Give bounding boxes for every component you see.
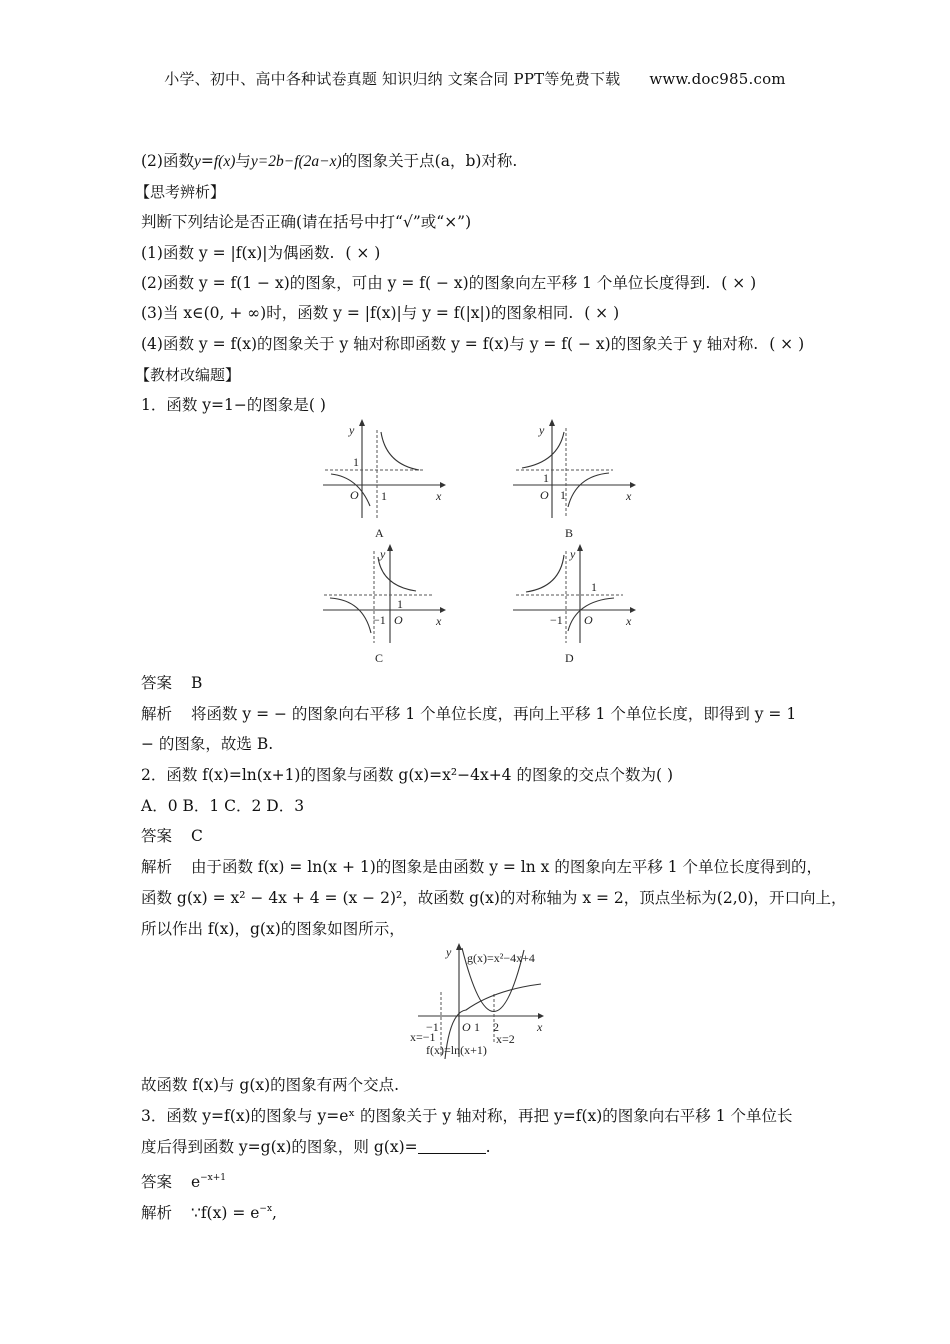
- intro-math-expr: y=2b−f(2a−x): [250, 153, 342, 170]
- answer-blank[interactable]: [418, 1139, 486, 1154]
- graph-f-g: [404, 942, 564, 1062]
- answer-label: 答案: [141, 1173, 173, 1191]
- figure-option-b: [508, 418, 638, 547]
- y-arrow-icon: [549, 419, 555, 426]
- intro-suffix: 的图象关于点(a，b)对称.: [341, 152, 518, 170]
- tick-x: 1: [381, 489, 387, 503]
- q1-analysis-line-1: [141, 704, 796, 724]
- tick-1: 1: [474, 1020, 480, 1034]
- x-arrow-icon: [440, 607, 446, 613]
- curve-branch-left: [526, 555, 564, 592]
- option-label: C: [375, 651, 384, 665]
- tick-2: 2: [493, 1020, 499, 1034]
- intro-mid: 与: [235, 152, 251, 170]
- intro-math-fx: f(x): [213, 153, 236, 170]
- q2-analysis-line-1: [141, 857, 822, 877]
- axis-label-x: x: [537, 1020, 543, 1034]
- page-header: [0, 68, 950, 89]
- intro-eq: =: [200, 152, 214, 170]
- tick-y: 1: [591, 580, 597, 594]
- axis-label-y: y: [349, 423, 355, 437]
- curve-branch-left: [330, 598, 371, 633]
- q3-analysis-line-1: [141, 1199, 277, 1223]
- answer-base: e: [190, 1173, 201, 1191]
- analysis-label: 解析: [141, 1204, 173, 1222]
- answer-value: B: [190, 674, 203, 692]
- analysis-label: 解析: [141, 705, 173, 723]
- axis-label-y: y: [570, 547, 576, 561]
- x-arrow-icon: [440, 482, 446, 488]
- thinking-item-answer: ( × ): [721, 274, 757, 292]
- figure-option-c: [318, 543, 448, 672]
- origin-label: O: [462, 1020, 471, 1034]
- analysis-label: 解析: [141, 858, 173, 876]
- thinking-item-text: (3)当 x∈(0, + ∞)时，函数 y = |f(x)|与 y = f(|x|)的图象相同.: [141, 304, 574, 322]
- answer-value: C: [190, 827, 203, 845]
- graph-c: [318, 543, 448, 668]
- answer-exponent: −x+1: [200, 1173, 227, 1183]
- curve-branch-right: [378, 557, 416, 591]
- tick-y: 1: [543, 471, 549, 485]
- answer-label: 答案: [141, 827, 173, 845]
- figure-option-d: [508, 543, 638, 672]
- q1-stem: 1．函数 y=1−的图象是( ): [141, 396, 326, 414]
- thinking-item-4: [141, 334, 804, 354]
- tick-minus-1: −1: [426, 1020, 439, 1034]
- thinking-item-text: (2)函数 y = f(1 − x)的图象，可由 y = f( − x)的图象向左平移 1 个单位长度得到.: [141, 274, 711, 292]
- section-title-thinking: 【思考辨析】: [135, 183, 226, 201]
- thinking-item-answer: ( × ): [584, 304, 620, 322]
- intro-math-y: y: [193, 153, 201, 170]
- graph-a: [318, 418, 448, 543]
- q3-stem-line-1: 3．函数 y=f(x)的图象与 y=eˣ 的图象关于 y 轴对称，再把 y=f(x)的图象向右平移 1 个单位长: [141, 1107, 793, 1125]
- thinking-instruction: 判断下列结论是否正确(请在括号中打“√”或“×”): [141, 213, 472, 231]
- tick-y: 1: [353, 455, 359, 469]
- axis-label-y: y: [446, 945, 452, 959]
- curve-branch-right: [568, 473, 609, 507]
- origin-label: O: [350, 488, 359, 502]
- axis-label-x: x: [626, 489, 632, 503]
- x-arrow-icon: [630, 607, 636, 613]
- section-title-textbook: 【教材改编题】: [135, 366, 241, 384]
- thinking-item-answer: ( × ): [769, 335, 805, 353]
- thinking-item-text: (1)函数 y = |f(x)|为偶函数.: [141, 244, 335, 262]
- option-label: A: [375, 526, 384, 540]
- thinking-item-1: [141, 243, 380, 263]
- x-arrow-icon: [538, 1013, 544, 1019]
- q2-stem: 2．函数 f(x)=ln(x+1)的图象与函数 g(x)=x²−4x+4 的图象的交点个数为( ): [141, 766, 673, 784]
- tick-x: −1: [550, 613, 563, 627]
- axis-label-x: x: [436, 489, 442, 503]
- origin-label: O: [540, 488, 549, 502]
- axis-label-x: x: [626, 614, 632, 628]
- option-label: B: [565, 526, 574, 540]
- q3-answer: [141, 1168, 226, 1192]
- q1-analysis-line-2: − 的图象，故选 B.: [141, 735, 274, 753]
- q3-stem-end: .: [485, 1138, 491, 1156]
- thinking-item-2: [141, 273, 756, 293]
- intro-prefix: (2)函数: [141, 152, 194, 170]
- label-x-minus-1: x=−1: [410, 1030, 436, 1044]
- q3-stem-line-2: [141, 1137, 491, 1157]
- figure-option-a: [318, 418, 448, 547]
- analysis-text: 将函数 y = − 的图象向右平移 1 个单位长度，再向上平移 1 个单位长度，即得到 y = 1: [190, 705, 797, 723]
- tick-x: 1: [560, 488, 566, 502]
- graph-b: [508, 418, 638, 543]
- header-url[interactable]: www.doc985.com: [649, 70, 786, 88]
- graph-d: [508, 543, 638, 668]
- thinking-item-answer: ( × ): [345, 244, 381, 262]
- curve-branch-right: [381, 432, 419, 470]
- tick-y: 1: [397, 597, 403, 611]
- y-arrow-icon: [359, 419, 365, 426]
- origin-label: O: [394, 613, 403, 627]
- q2-analysis-line-2: 函数 g(x) = x² − 4x + 4 = (x − 2)²，故函数 g(x)的对称轴为 x = 2，顶点坐标为(2,0)，开口向上，: [141, 889, 847, 907]
- tick-x: −1: [373, 613, 386, 627]
- axis-label-x: x: [436, 614, 442, 628]
- option-label: D: [565, 651, 574, 665]
- q1-answer: [141, 673, 202, 693]
- analysis-text: 由于函数 f(x) = ln(x + 1)的图象是由函数 y = ln x 的图象向左平移 1 个单位长度得到的，: [190, 858, 823, 876]
- curve-branch-left: [522, 432, 564, 468]
- analysis-end: ,: [272, 1204, 277, 1222]
- label-f: f(x)=ln(x+1): [426, 1043, 487, 1057]
- y-arrow-icon: [387, 544, 393, 551]
- analysis-exponent: −x: [259, 1204, 273, 1214]
- origin-label: O: [584, 613, 593, 627]
- thinking-item-3: [141, 303, 619, 323]
- header-text: 小学、初中、高中各种试卷真题 知识归纳 文案合同 PPT等免费下载: [164, 70, 621, 88]
- q2-conclusion: 故函数 f(x)与 g(x)的图象有两个交点.: [141, 1076, 400, 1094]
- intro-item-2: [141, 151, 517, 172]
- q3-stem-text: 度后得到函数 y=g(x)的图象，则 g(x)=: [141, 1138, 418, 1156]
- q2-options: A．0 B．1 C．2 D．3: [141, 797, 305, 815]
- analysis-text: ∵f(x) = e: [190, 1204, 260, 1222]
- y-arrow-icon: [577, 544, 583, 551]
- y-arrow-icon: [456, 943, 462, 950]
- label-x-2: x=2: [496, 1032, 515, 1046]
- label-g: g(x)=x²−4x+4: [467, 951, 535, 965]
- answer-label: 答案: [141, 674, 173, 692]
- x-arrow-icon: [630, 482, 636, 488]
- q2-figure: [404, 942, 564, 1066]
- q2-answer: [141, 826, 203, 846]
- axis-label-y: y: [380, 547, 386, 561]
- q2-analysis-line-3: 所以作出 f(x)，g(x)的图象如图所示，: [141, 920, 405, 938]
- axis-label-y: y: [539, 423, 545, 437]
- thinking-item-text: (4)函数 y = f(x)的图象关于 y 轴对称即函数 y = f(x)与 y = f( − x)的图象关于 y 轴对称.: [141, 335, 759, 353]
